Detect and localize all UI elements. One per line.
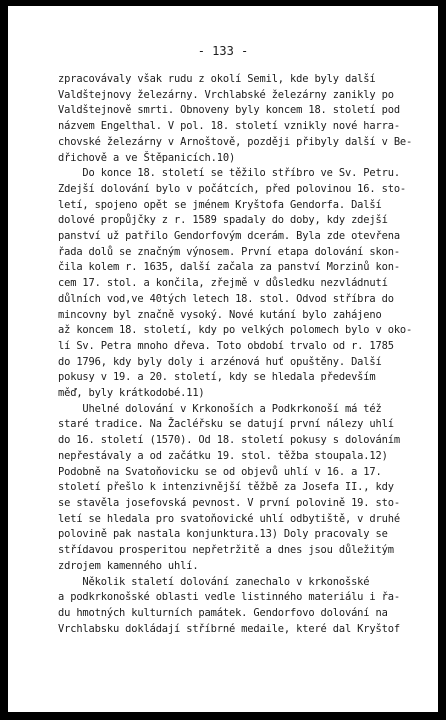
text-line: století přešlo k intenzivnější těžbě za Josefa II., kdy <box>58 481 394 494</box>
text-line: Vrchlabsku dokládají stříbrné medaile, které dal Kryštof <box>58 622 400 635</box>
text-line: Uhelné dolování v Krkonoších a Podkrkonoší má též <box>58 402 382 415</box>
paragraph <box>58 72 428 166</box>
text-line: chovské železárny v Arnoštově, později přibyly další v Be- <box>58 135 413 148</box>
text-line: staré tradice. Na Žacléřsku se datují první nálezy uhlí <box>58 418 394 431</box>
text-line: až koncem 18. století, kdy po velkých polomech bylo v oko- <box>58 324 413 337</box>
text-line: letí se hledala pro svatoňovické uhlí odbytiště, v druhé <box>58 512 400 525</box>
text-line: zdrojem kamenného uhlí. <box>58 559 199 572</box>
text-line: čila kolem r. 1635, další začala za panství Morzinů kon- <box>58 261 400 274</box>
text-line: měď, byly krátkodobé.11) <box>58 387 205 400</box>
text-line: pokusy v 19. a 20. století, kdy se hledala především <box>58 371 376 384</box>
text-line: nepřestávaly a od začátku 19. stol. těžba stoupala.12) <box>58 449 388 462</box>
text-line: polovině pak nastala konjunktura.13) Doly pracovaly se <box>58 528 388 541</box>
text-line: letí, spojeno opět se jménem Kryštofa Gendorfa. Další <box>58 198 382 211</box>
text-line: panství už patřilo Gendorfovým dcerám. Byla zde otevřena <box>58 230 400 243</box>
text-line: Několik staletí dolování zanechalo v krkonošské <box>58 575 370 588</box>
body-text <box>58 72 428 637</box>
text-line: Podobně na Svatoňovicku se od objevů uhlí v 16. a 17. <box>58 465 382 478</box>
text-line: střídavou prosperitou nepřetržitě a dnes jsou důležitým <box>58 544 394 557</box>
paragraph <box>58 575 428 638</box>
text-line: se stavěla josefovská pevnost. V první polovině 19. sto- <box>58 496 400 509</box>
text-line: do 16. století (1570). Od 18. století pokusy s dolováním <box>58 434 400 447</box>
paragraph <box>58 166 428 402</box>
text-line: dolové propůjčky z r. 1589 spadaly do doby, kdy zdejší <box>58 214 388 227</box>
text-line: mincovny byl značně vysoký. Nové kutání bylo zahájeno <box>58 308 382 321</box>
text-line: lí Sv. Petra mnoho dřeva. Toto období trvalo od r. 1785 <box>58 339 394 352</box>
text-line: cem 17. stol. a končila, zřejmě v důsledku nezvládnutí <box>58 277 388 290</box>
text-line: Do konce 18. století se těžilo stříbro ve Sv. Petru. <box>58 167 400 180</box>
text-line: du hmotných kulturních památek. Gendorfovo dolování na <box>58 606 388 619</box>
text-line: Zdejší dolování bylo v počátcích, před polovinou 16. sto- <box>58 182 407 195</box>
page-number: - 133 - <box>197 44 249 58</box>
text-line: a podkrkonošské oblasti vedle listinného materiálu i řa- <box>58 591 400 604</box>
paragraph <box>58 402 428 575</box>
text-line: řada dolů se značným výnosem. První etapa dolování skon- <box>58 245 400 258</box>
text-line: Valdštejnovy železárny. Vrchlabské železárny zanikly po <box>58 88 394 101</box>
document-page <box>8 6 438 712</box>
text-line: Valdštejnově smrti. Obnoveny byly koncem 18. století pod <box>58 104 400 117</box>
text-line: názvem Engelthal. V pol. 18. století vznikly nové harra- <box>58 120 400 133</box>
text-line: dřichově a ve Štěpanicích.10) <box>58 151 236 164</box>
text-line: zpracovávaly však rudu z okolí Semil, kde byly další <box>58 73 376 85</box>
text-line: důlních vod,ve 40tých letech 18. stol. Odvod stříbra do <box>58 292 394 305</box>
text-line: do 1796, kdy byly doly i arzénová huť opuštěny. Další <box>58 355 382 368</box>
